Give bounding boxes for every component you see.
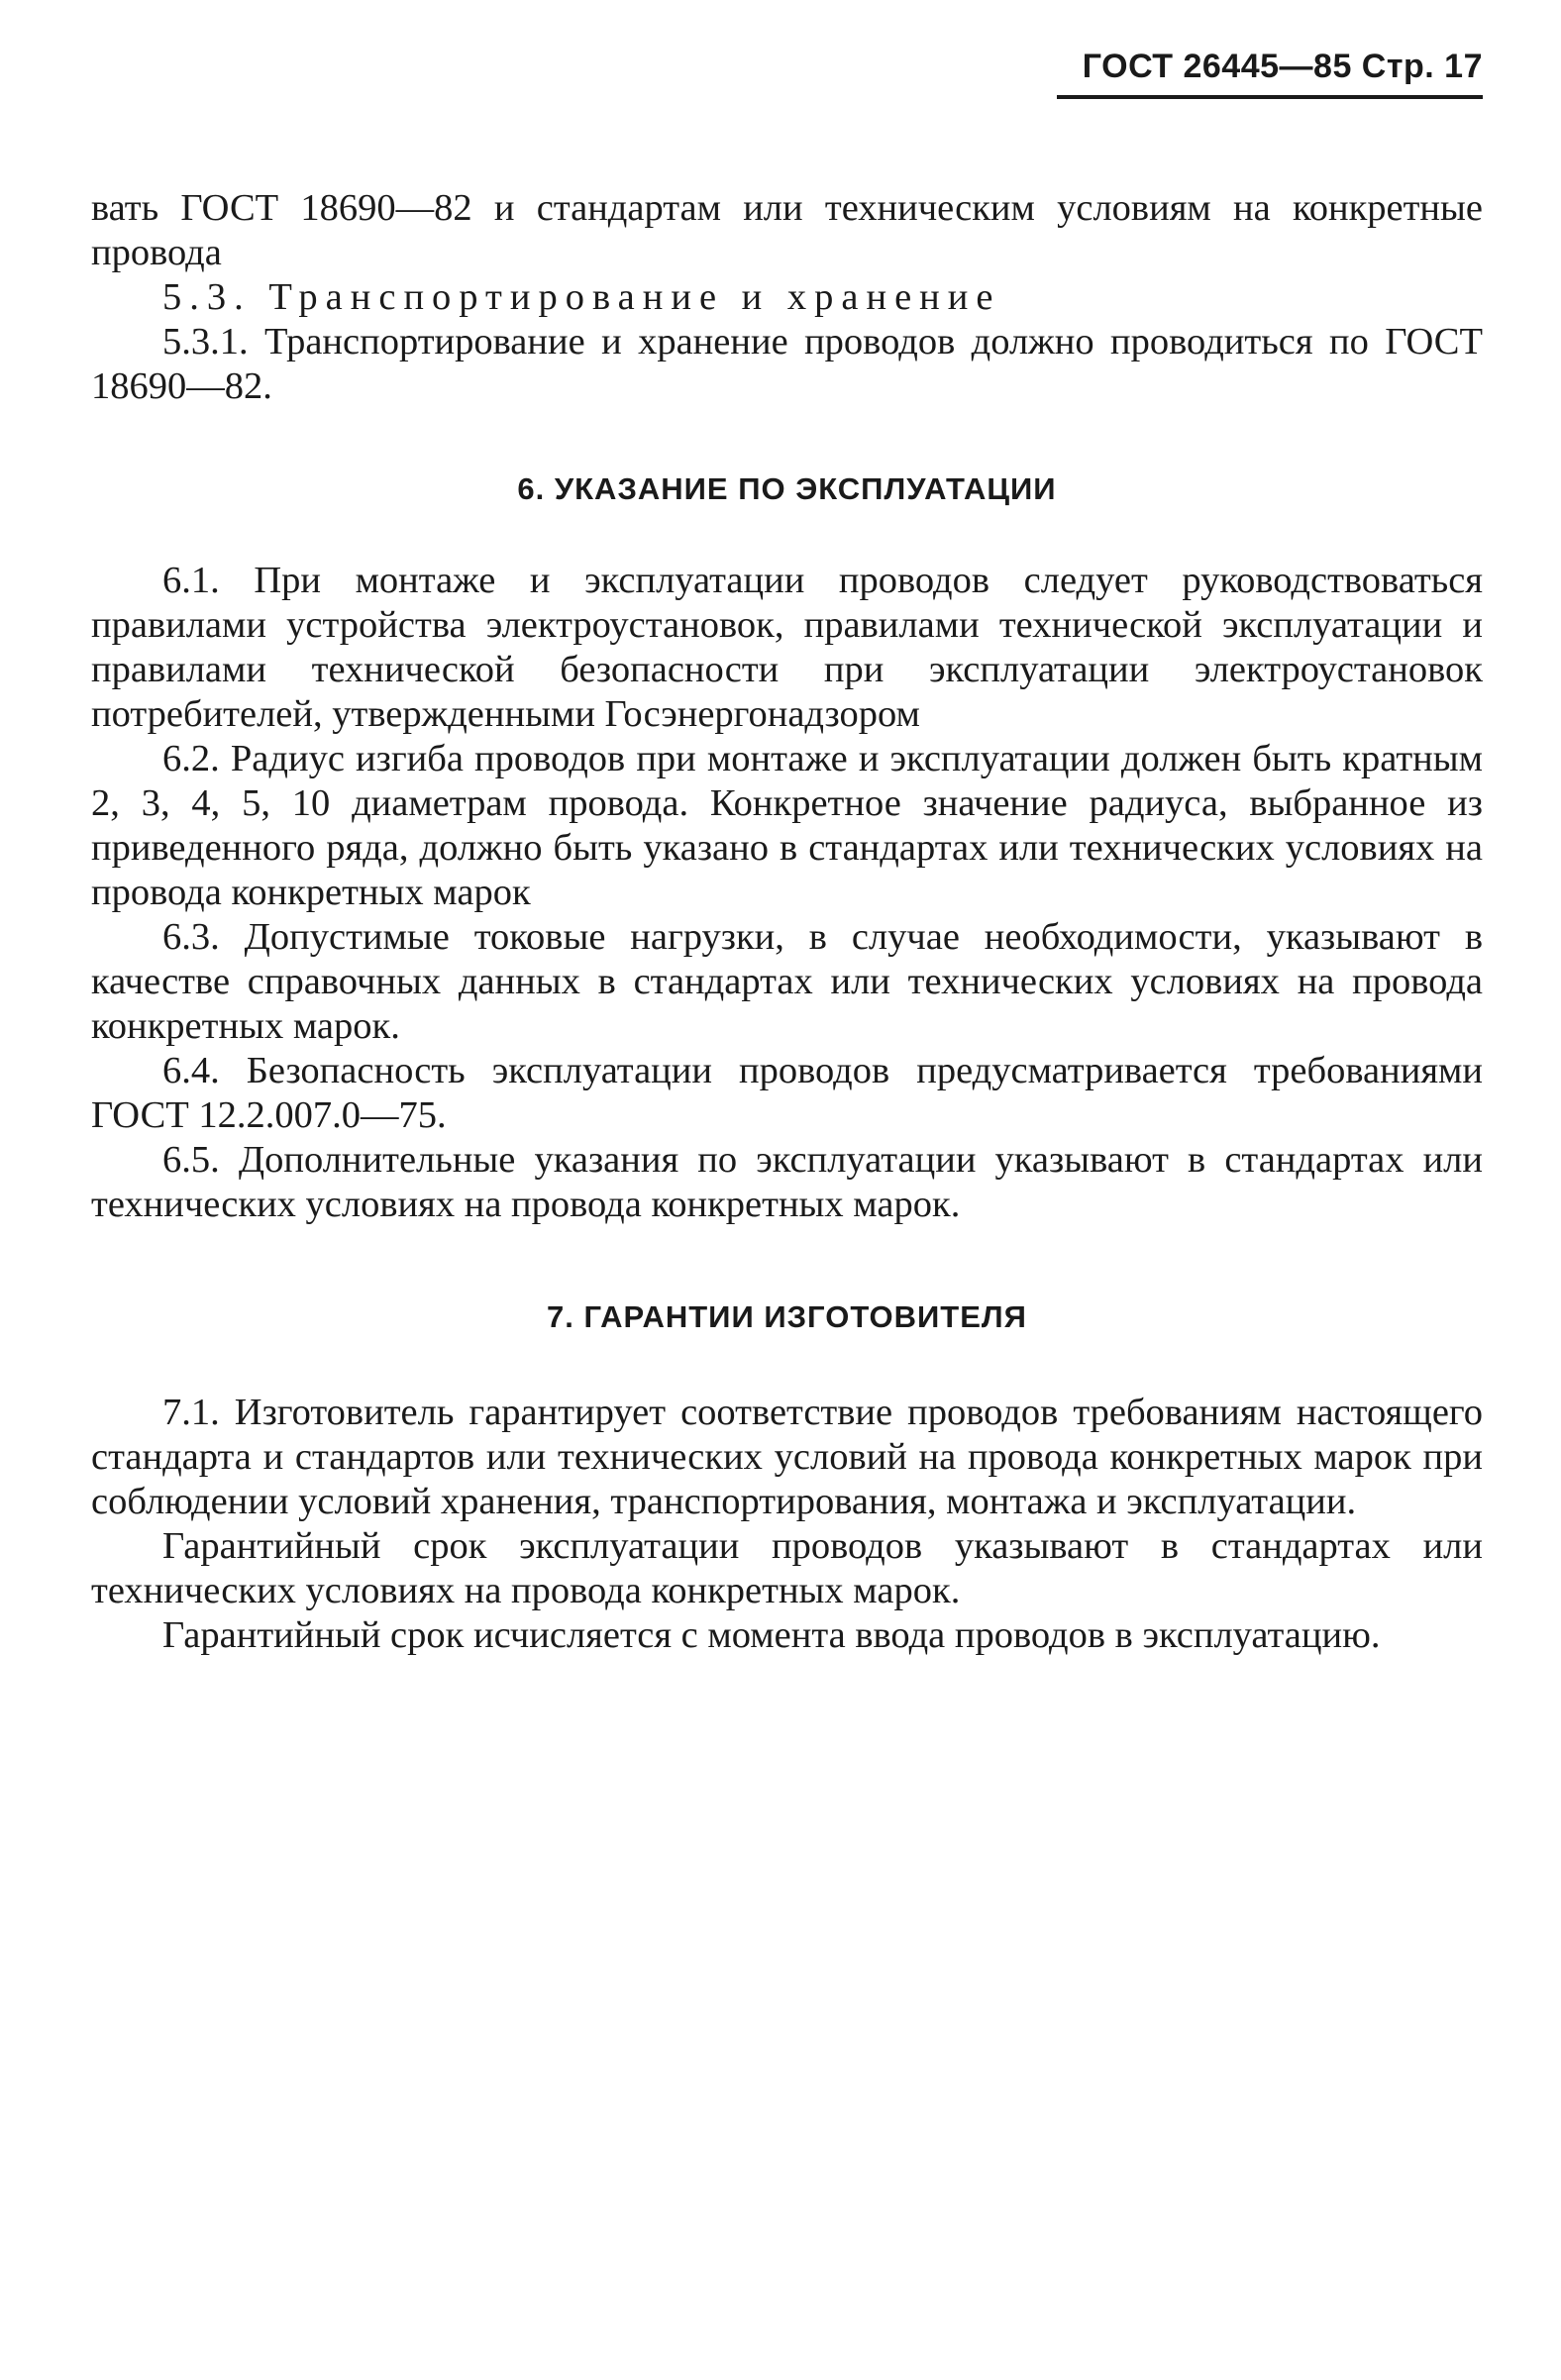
paragraph-6-5: 6.5. Дополнительные указания по эксплуатации указывают в стандартах или технических условиях на провода конкретных марок. bbox=[91, 1139, 1483, 1225]
paragraph-warranty-start: Гарантийный срок исчисляется с момента ввода проводов в эксплуатацию. bbox=[162, 1614, 1381, 1656]
paragraph-6-1: 6.1. При монтаже и эксплуатации проводов следует руководствоваться правилами устройства электроустановок, правилами технической эксплуатации и правилами технической безопасности при эксплуатации электроустановок потребителей, утвержденными Госэнергонадзором bbox=[91, 560, 1483, 735]
section5-continuation: вать ГОСТ 18690—82 и стандартам или техническим условиям на конкретные провода bbox=[91, 187, 1483, 273]
document-body bbox=[91, 186, 1483, 1658]
section7-heading: 7. ГАРАНТИИ ИЗГОТОВИТЕЛЯ bbox=[547, 1299, 1027, 1334]
running-title: ГОСТ 26445—85 Стр. 17 bbox=[1082, 48, 1483, 85]
header-rule bbox=[1057, 95, 1483, 99]
paragraph-5-3-1: 5.3.1. Транспортирование и хранение проводов должно проводиться по ГОСТ 18690—82. bbox=[91, 321, 1483, 407]
paragraph-6-2: 6.2. Радиус изгиба проводов при монтаже и эксплуатации должен быть кратным 2, 3, 4, 5, 10 диаметрам провода. Конкретное значение радиуса, выбранное из приведенного ряда, должно быть указано в стандартах или технических условиях на провода конкретных марок bbox=[91, 738, 1483, 913]
document-page bbox=[91, 40, 1483, 1658]
paragraph-6-3: 6.3. Допустимые токовые нагрузки, в случае необходимости, указывают в качестве справочных данных в стандартах или технических условиях на провода конкретных марок. bbox=[91, 916, 1483, 1047]
subsection-5-3-title: 5.3. Транспортирование и хранение bbox=[162, 276, 1001, 318]
section6-heading: 6. УКАЗАНИЕ ПО ЭКСПЛУАТАЦИИ bbox=[517, 471, 1057, 506]
page-header bbox=[91, 40, 1483, 101]
paragraph-6-4: 6.4. Безопасность эксплуатации проводов предусматривается требованиями ГОСТ 12.2.007.0—75. bbox=[91, 1050, 1483, 1136]
paragraph-warranty-period: Гарантийный срок эксплуатации проводов указывают в стандартах или технических условиях на провода конкретных марок. bbox=[91, 1525, 1483, 1611]
paragraph-7-1: 7.1. Изготовитель гарантирует соответствие проводов требованиям настоящего стандарта и стандартов или технических условий на провода конкретных марок при соблюдении условий хранения, транспортирования, монтажа и эксплуатации. bbox=[91, 1392, 1483, 1522]
